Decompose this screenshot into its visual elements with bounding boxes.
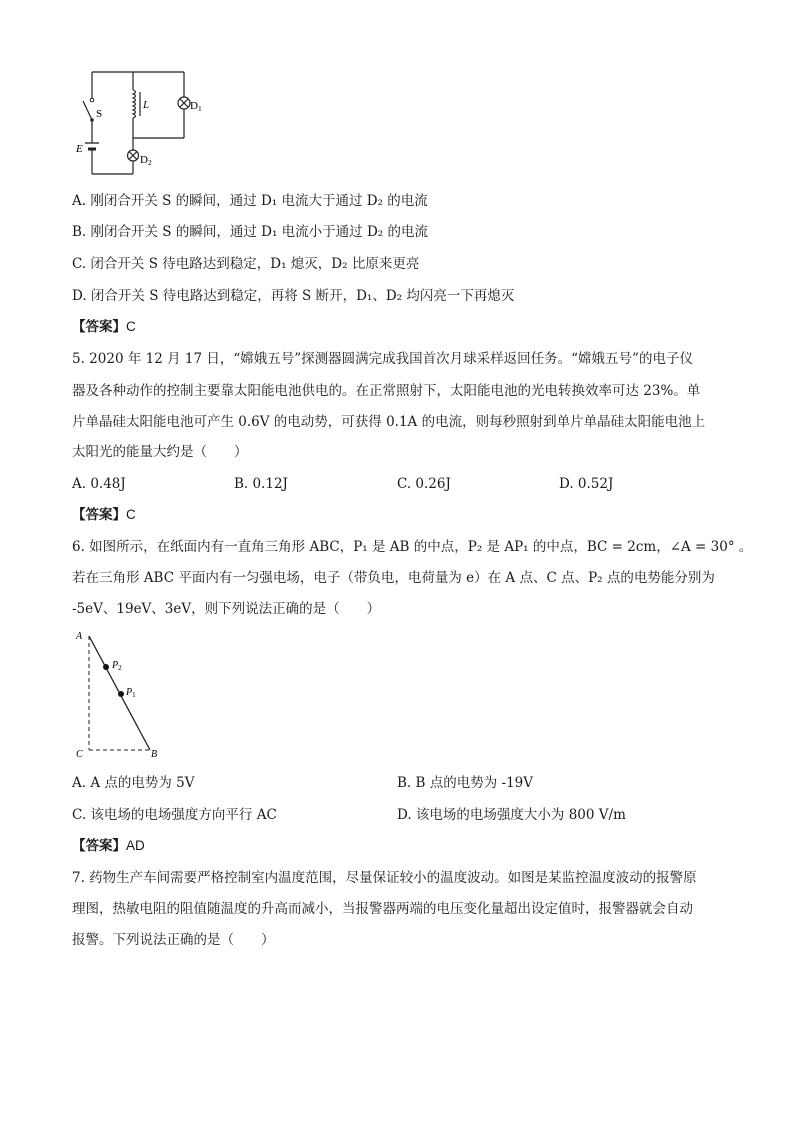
q4-option-a: A. 刚闭合开关 S 的瞬间，通过 D₁ 电流大于通过 D₂ 的电流 <box>72 193 428 209</box>
answer-label: 【答案】 <box>72 507 126 522</box>
q6-option-b: B. B 点的电势为 -19V <box>397 775 533 791</box>
q5-option-a: A. 0.48J <box>72 476 126 492</box>
vertex-b-label: B <box>151 749 158 760</box>
battery-label: E <box>76 143 83 155</box>
q4-option-b: B. 刚闭合开关 S 的瞬间，通过 D₁ 电流小于通过 D₂ 的电流 <box>72 224 428 240</box>
q5-stem-line-4: 太阳光的能量大约是（ ） <box>72 444 248 460</box>
lamp-d1-label: D1 <box>190 100 202 113</box>
q6-option-c: C. 该电场的电场强度方向平行 AC <box>72 807 277 823</box>
q6-stem-line-2: 若在三角形 ABC 平面内有一匀强电场，电子（带负电，电荷量为 e）在 A 点、C 点、P₂ 点的电势能分别为 <box>72 570 715 586</box>
answer-value: C <box>126 507 136 522</box>
vertex-c-label: C <box>76 749 83 760</box>
q5-option-c: C. 0.26J <box>397 476 451 492</box>
point-p2-label: $P_2$ <box>112 660 122 672</box>
answer-value: C <box>126 319 136 334</box>
q5-stem-line-2: 器及各种动作的控制主要靠太阳能电池供电的。在正常照射下，太阳能电池的光电转换效率可达 23%。单 <box>72 383 701 399</box>
point-p2 <box>103 664 109 670</box>
q7-stem-line-1: 7. 药物生产车间需要严格控制室内温度范围，尽量保证较小的温度波动。如图是某监控温度波动的报警原 <box>72 870 697 886</box>
q4-circuit-diagram <box>70 62 220 178</box>
q5-stem-line-1: 5. 2020 年 12 月 17 日，“嫦娥五号”探测器圆满完成我国首次月球采样返回任务。“嫦娥五号”的电子仪 <box>72 351 693 367</box>
q6-option-d: D. 该电场的电场强度大小为 800 V/m <box>397 807 626 823</box>
q4-answer <box>72 317 136 337</box>
q5-option-d: D. 0.52J <box>559 476 614 492</box>
q6-answer <box>72 836 145 856</box>
q7-stem-line-2: 理图，热敏电阻的阻值随温度的升高而减小，当报警器两端的电压变化量超出设定值时，报警器就会自动 <box>72 901 693 917</box>
inductor-label: L <box>143 99 150 111</box>
answer-label: 【答案】 <box>72 838 126 853</box>
point-p1 <box>118 691 124 697</box>
q6-stem-line-3: -5eV、19eV、3eV，则下列说法正确的是（ ） <box>72 601 381 617</box>
answer-value: AD <box>126 838 145 853</box>
q6-stem-line-1: 6. 如图所示，在纸面内有一直角三角形 ABC，P₁ 是 AB 的中点，P₂ 是 AP₁ 的中点，BC = 2cm，∠A = 30° 。 <box>72 539 753 555</box>
point-p1-label: $P_1$ <box>126 687 136 699</box>
q5-stem-line-3: 片单晶硅太阳能电池可产生 0.6V 的电动势，可获得 0.1A 的电流，则每秒照射到单片单晶硅太阳能电池上 <box>72 414 706 430</box>
q5-answer <box>72 505 136 525</box>
q7-stem-line-3: 报警。下列说法正确的是（ ） <box>72 932 275 948</box>
q4-option-c: C. 闭合开关 S 待电路达到稳定，D₁ 熄灭，D₂ 比原来更亮 <box>72 256 420 272</box>
vertex-a-label: A <box>76 631 83 642</box>
lamp-d2-label: D2 <box>140 154 152 167</box>
q6-option-a: A. A 点的电势为 5V <box>72 775 195 791</box>
answer-label: 【答案】 <box>72 319 126 334</box>
q6-triangle-figure <box>70 626 170 760</box>
q5-option-b: B. 0.12J <box>234 476 288 492</box>
q4-option-d: D. 闭合开关 S 待电路达到稳定，再将 S 断开，D₁、D₂ 均闪亮一下再熄灭 <box>72 288 515 304</box>
switch-label: S <box>96 108 103 120</box>
